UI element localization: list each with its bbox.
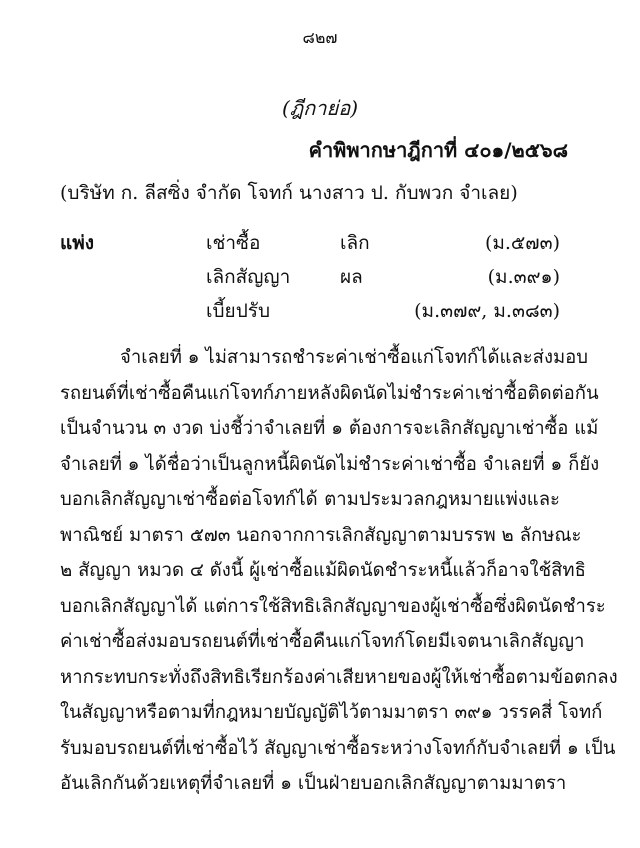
topic-row — [60, 262, 560, 296]
page-number: ๘๒๗ — [302, 28, 338, 47]
body-line: ๒ สัญญา หมวด ๔ ดังนี้ ผู้เช่าซื้อแม้ผิดนัดชำระหนี้แล้วก็อาจใช้สิทธิ — [60, 560, 586, 581]
summary-body — [60, 340, 618, 802]
topic-row — [60, 228, 560, 262]
topic-section: (ม.๓๗๙, ม.๓๘๓) — [414, 300, 560, 322]
topic-section: (ม.๕๗๓) — [484, 232, 560, 254]
topic-term: เบี้ยปรับ — [206, 300, 271, 322]
topic-subterm: เลิก — [340, 232, 370, 254]
parties-line: (บริษัท ก. ลีสซิ่ง จำกัด โจทก์ นางสาว ป. กับพวก จำเลย) — [60, 182, 518, 204]
body-line: อันเลิกกันด้วยเหตุที่จำเลยที่ ๑ เป็นฝ่ายบอกเลิกสัญญาตามมาตรา — [60, 773, 567, 794]
topic-category: แพ่ง — [60, 232, 95, 254]
body-line: ค่าเช่าซื้อส่งมอบรถยนต์ที่เช่าซื้อคืนแก่โจทก์โดยมีเจตนาเลิกสัญญา — [60, 631, 585, 652]
topic-row — [60, 296, 560, 330]
body-line: ในสัญญาหรือตามที่กฎหมายบัญญัติไว้ตามมาตรา ๓๙๑ วรรคสี่ โจทก์ — [60, 702, 603, 723]
body-line: จำเลยที่ ๑ ไม่สามารถชำระค่าเช่าซื้อแก่โจทก์ได้และส่งมอบ — [120, 347, 589, 368]
document-type-label: (ฎีกาย่อ) — [281, 96, 359, 120]
topic-term: เลิกสัญญา — [206, 266, 291, 288]
body-line: บอกเลิกสัญญาเช่าซื้อต่อโจทก์ได้ ตามประมวลกฎหมายแพ่งและ — [60, 489, 560, 510]
judgment-title: คำพิพากษาฎีกาที่ ๔๐๑/๒๕๖๘ — [308, 138, 568, 162]
topic-section: (ม.๓๙๑) — [487, 266, 560, 288]
body-line: พาณิชย์ มาตรา ๕๗๓ นอกจากการเลิกสัญญาตามบรรพ ๒ ลักษณะ — [60, 524, 582, 546]
body-line: หากระทบกระทั่งถึงสิทธิเรียกร้องค่าเสียหายของผู้ให้เช่าซื้อตามข้อตกลง — [60, 666, 618, 688]
topic-subterm: ผล — [340, 266, 363, 288]
topic-term: เช่าซื้อ — [206, 232, 261, 254]
body-line: รถยนต์ที่เช่าซื้อคืนแก่โจทก์ภายหลังผิดนัดไม่ชำระค่าเช่าซื้อติดต่อกัน — [60, 382, 599, 404]
body-line: เป็นจำนวน ๓ งวด บ่งชี้ว่าจำเลยที่ ๑ ต้องการจะเลิกสัญญาเช่าซื้อ แม้ — [60, 418, 599, 439]
body-line: จำเลยที่ ๑ ได้ชื่อว่าเป็นลูกหนี้ผิดนัดไม่ชำระค่าเช่าซื้อ จำเลยที่ ๑ ก็ยัง — [60, 453, 600, 475]
body-line: รับมอบรถยนต์ที่เช่าซื้อไว้ สัญญาเช่าซื้อระหว่างโจทก์กับจำเลยที่ ๑ เป็น — [60, 737, 616, 759]
body-line: บอกเลิกสัญญาได้ แต่การใช้สิทธิเลิกสัญญาของผู้เช่าซื้อซึ่งผิดนัดชำระ — [60, 595, 606, 617]
